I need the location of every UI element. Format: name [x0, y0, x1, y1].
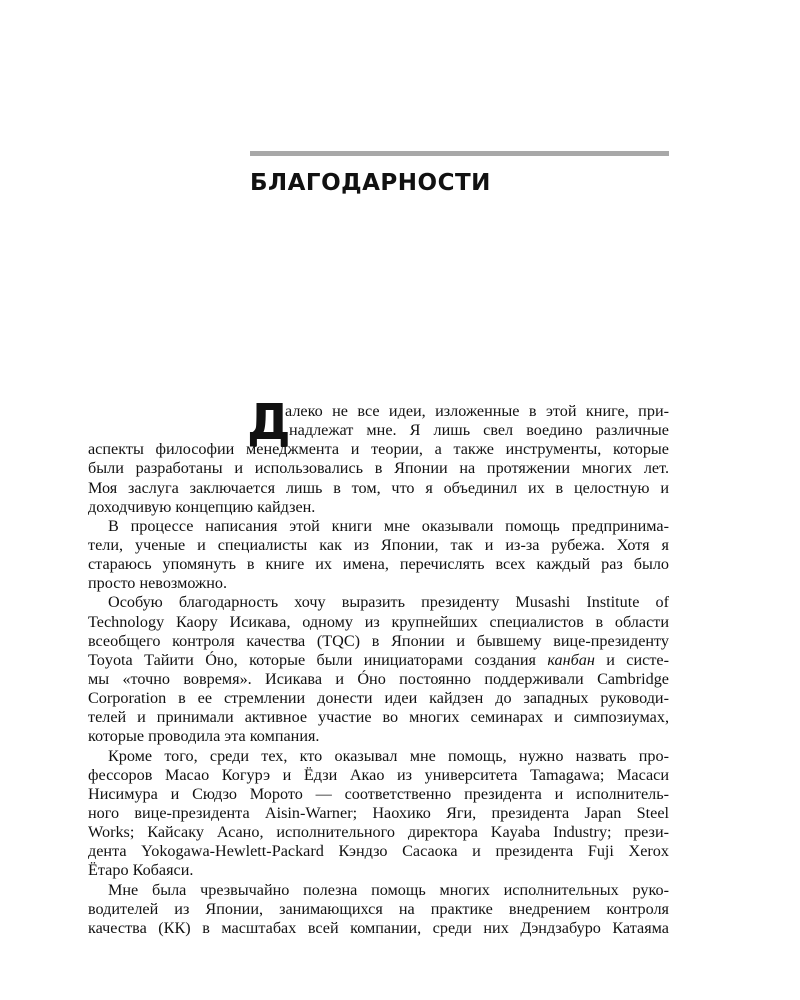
text-line: тели, ученые и специалисты как из Японии, так и из-за рубежа. Хотя я	[88, 535, 669, 554]
text-line: качества (КК) в масштабах всей компании, среди них Дэндзабуро Катаяма	[88, 918, 669, 937]
text-line: Works; Кайсаку Асано, исполнительного директора Kayaba Industry; прези-	[88, 823, 669, 842]
text-line: В процессе написания этой книги мне оказывали помощь предпринима-	[108, 516, 669, 535]
text-line: Ётаро Кобаяси.	[88, 861, 194, 880]
text-line: алеко не все идеи, изложенные в этой книге, при-	[285, 402, 669, 420]
text-line: Кроме того, среди тех, кто оказывал мне помощь, нужно назвать про-	[108, 746, 669, 765]
text-line: Особую благодарность хочу выразить президенту Musashi Institute of	[108, 593, 669, 612]
text-line: Мне была чрезвычайно полезна помощь многих исполнительных руко-	[108, 880, 669, 899]
text-line: всеобщего контроля качества (TQC) в Японии и бывшему вице-президенту	[88, 631, 669, 650]
text-line: дента Yokogawa-Hewlett-Packard Кэндзо Сасаока и президента Fuji Xerox	[88, 842, 669, 861]
text-line: Нисимура и Сюдзо Морото — соответственно президента и исполнитель-	[88, 784, 669, 803]
body-text	[88, 394, 669, 938]
text-line: аспекты философии менеджмента и теории, а также инструменты, которые	[88, 440, 669, 459]
text-line: стараюсь упомянуть в книге их имена, перечислять всех каждый раз было	[88, 555, 669, 574]
text-line: которые проводила эта компания.	[88, 727, 320, 746]
text-line: ного вице-президента Aisin-Warner; Наохико Яги, президента Japan Steel	[88, 803, 669, 822]
chapter-title: БЛАГОДАРНОСТИ	[250, 170, 491, 196]
text-line: мы «точно вовремя». Исикава и Óно постоянно поддерживали Cambridge	[88, 669, 669, 688]
text-line: просто невозможно.	[88, 574, 228, 593]
text-line: телей и принимали активное участие во многих семинарах и симпозиумах,	[88, 708, 669, 727]
text-line: доходчивую концепцию кайдзен.	[88, 497, 316, 516]
text-line: фессоров Масао Когурэ и Ёдзи Акао из университета Tamagawa; Масаси	[88, 765, 669, 784]
text-line: Technology Каору Исикава, одному из крупнейших специалистов в области	[88, 612, 669, 631]
drop-cap: Д	[247, 394, 291, 451]
text-line: были разработаны и использовались в Японии на протяжении многих лет.	[88, 459, 669, 478]
text-line: надлежат мне. Я лишь свел воедино различные	[289, 421, 669, 440]
heading-rule	[250, 151, 669, 156]
text-line: водителей из Японии, занимающихся на практике внедрением контроля	[88, 899, 669, 918]
text-line: Toyota Тайити Óно, которые были инициаторами создания канбан и систе-	[88, 650, 669, 669]
text-line: Corporation в ее стремлении донести идеи кайдзен до западных руководи-	[88, 689, 669, 708]
text-line: Моя заслуга заключается лишь в том, что я объединил их в целостную и	[88, 478, 669, 497]
